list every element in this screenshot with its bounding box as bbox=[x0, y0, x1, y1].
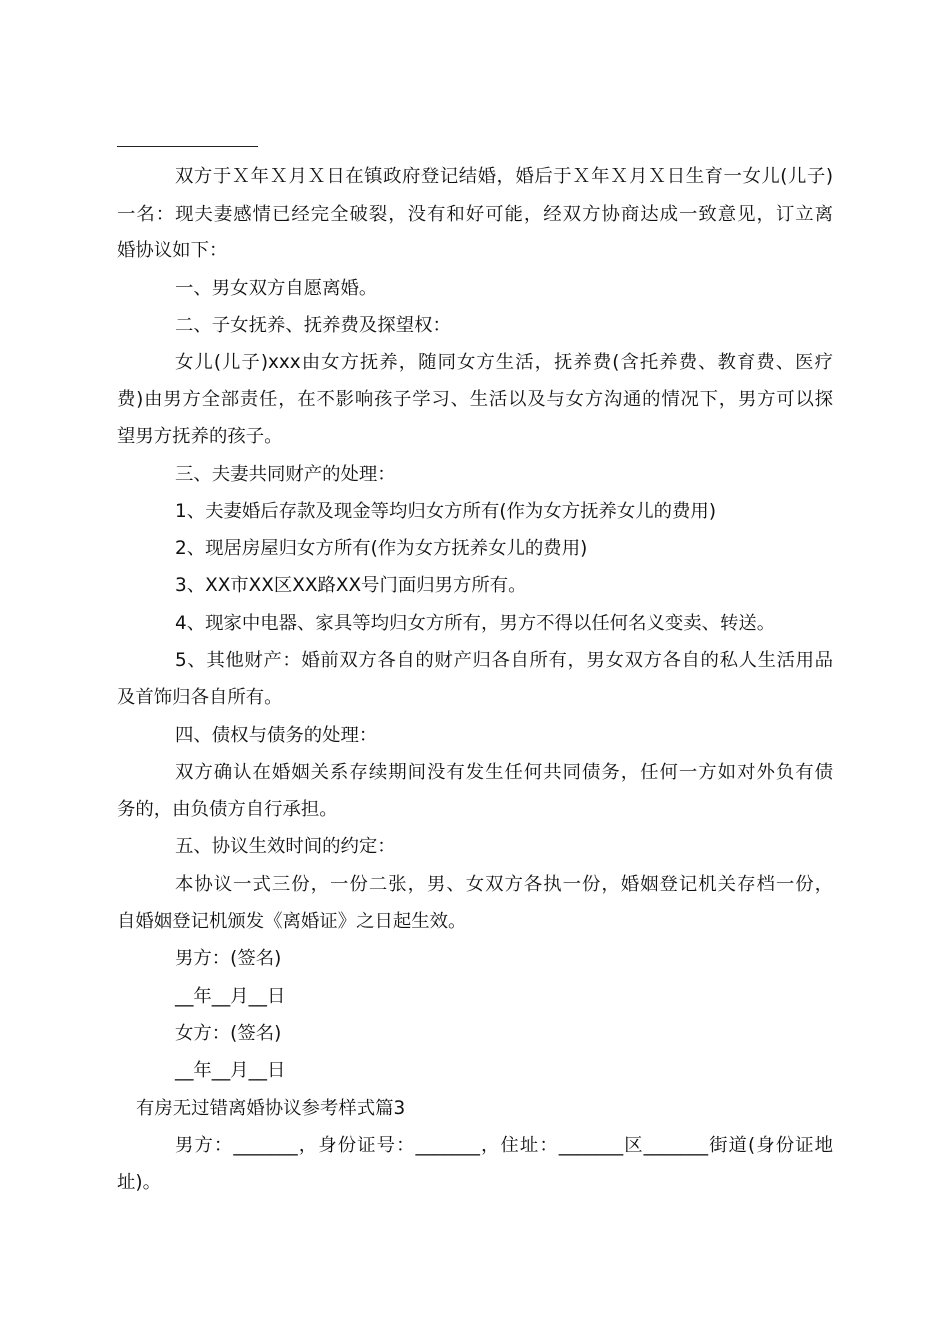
paragraph-intro-line-1: 双方于Ｘ年Ｘ月Ｘ日在镇政府登记结婚，婚后于Ｘ年Ｘ月Ｘ日生育一女儿(儿子) bbox=[175, 166, 833, 187]
paragraph-intro-line-3: 婚协议如下： bbox=[117, 240, 228, 261]
top-divider bbox=[117, 146, 258, 147]
clause-3-item-3: 3、XX市XX区XX路XX号门面归男方所有。 bbox=[175, 575, 527, 596]
female-signature-label: 女方：(签名) bbox=[175, 1023, 282, 1044]
clause-3-item-2: 2、现居房屋归女方所有(作为女方抚养女儿的费用) bbox=[175, 538, 588, 559]
clause-5-heading: 五、协议生效时间的约定： bbox=[175, 836, 396, 857]
clause-2-line-2: 费)由男方全部责任，在不影响孩子学习、生活以及与女方沟通的情况下，男方可以探 bbox=[117, 389, 833, 410]
clause-3-item-4: 4、现家中电器、家具等均归女方所有，男方不得以任何名义变卖、转送。 bbox=[175, 613, 776, 634]
paragraph-intro-line-2: 一名：现夫妻感情已经完全破裂，没有和好可能，经双方协商达成一致意见，订立离 bbox=[117, 204, 833, 225]
clause-3-item-5-line-2: 及首饰归各自所有。 bbox=[117, 687, 283, 708]
clause-4-line-1: 双方确认在婚姻关系存续期间没有发生任何共同债务，任何一方如对外负有债 bbox=[175, 762, 833, 783]
clause-5-line-2: 自婚姻登记机颁发《离婚证》之日起生效。 bbox=[117, 911, 467, 932]
clause-2-heading: 二、子女抚养、抚养费及探望权： bbox=[175, 315, 451, 336]
clause-4-heading: 四、债权与债务的处理： bbox=[175, 725, 378, 746]
clause-2-line-1: 女儿(儿子)xxx由女方抚养，随同女方生活，抚养费(含托养费、教育费、医疗 bbox=[175, 352, 833, 373]
clause-3-item-5-line-1: 5、其他财产：婚前双方各自的财产归各自所有，男女双方各自的私人生活用品 bbox=[175, 650, 833, 671]
party-info-line-1: 男方：_______，身份证号：_______，住址：_______区_______街道(身份证地 bbox=[175, 1135, 833, 1156]
clause-2-line-3: 望男方抚养的孩子。 bbox=[117, 426, 283, 447]
clause-4-line-2: 务的，由负债方自行承担。 bbox=[117, 799, 338, 820]
clause-3-heading: 三、夫妻共同财产的处理： bbox=[175, 464, 396, 485]
male-signature-date: __年__月__日 bbox=[175, 986, 286, 1007]
clause-1-heading: 一、男女双方自愿离婚。 bbox=[175, 278, 378, 299]
male-signature-label: 男方：(签名) bbox=[175, 948, 282, 969]
clause-3-item-1: 1、夫妻婚后存款及现金等均归女方所有(作为女方抚养女儿的费用) bbox=[175, 501, 716, 522]
party-info-line-2: 址)。 bbox=[117, 1172, 161, 1193]
female-signature-date: __年__月__日 bbox=[175, 1060, 286, 1081]
clause-5-line-1: 本协议一式三份，一份二张，男、女双方各执一份，婚姻登记机关存档一份， bbox=[175, 874, 833, 895]
section-title: 有房无过错离婚协议参考样式篇3 bbox=[136, 1098, 406, 1119]
